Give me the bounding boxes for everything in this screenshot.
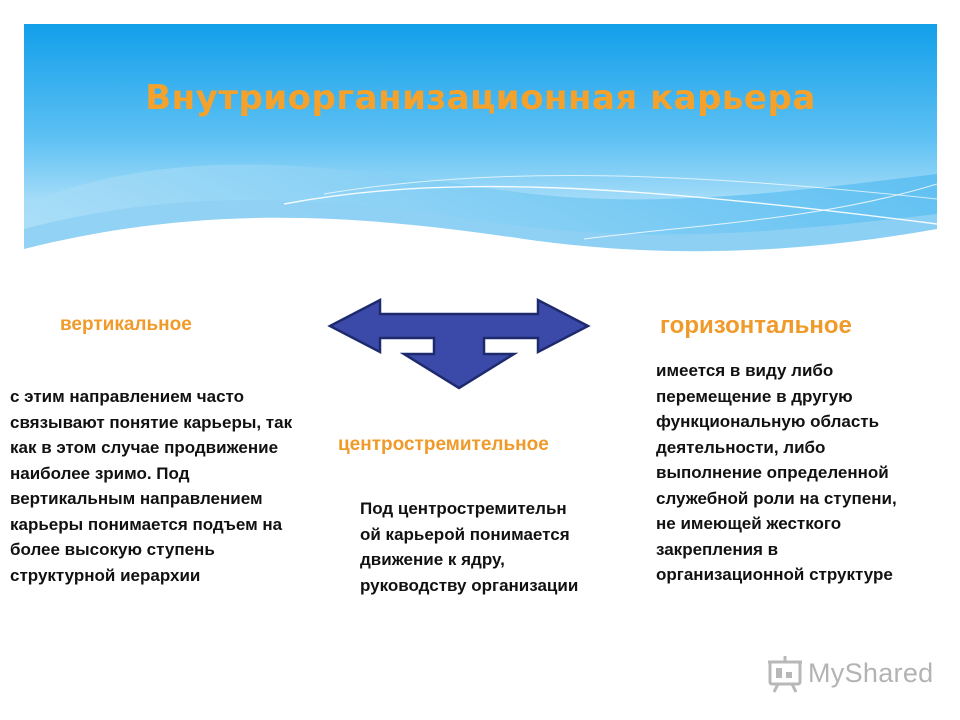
horizontal-heading: горизонтальное: [660, 312, 852, 339]
vertical-heading: вертикальное: [60, 314, 192, 335]
watermark-logo: MyShared: [808, 658, 934, 688]
header-banner: [24, 24, 937, 274]
three-way-arrow-icon: [326, 296, 592, 392]
centripetal-heading: центростремительное: [338, 434, 549, 455]
vertical-description: с этим направлением часто связывают понятие карьеры, так как в этом случае продвижение наиболее зримо. Под вертикальным направлением карьеры понимается подъем на более высокую ступень структурной иерархии: [10, 387, 293, 585]
centripetal-description: Под центростремительн ой карьерой понимается движение к ядру, руководству организации: [360, 499, 579, 595]
slide-title: Внутриорганизационная карьера: [145, 78, 816, 118]
horizontal-description: имеется в виду либо перемещение в другую функциональную область деятельности, либо выполнение определенной служебной роли на ступени, не имеющей жесткого закрепления в организационной структуре: [656, 361, 897, 584]
